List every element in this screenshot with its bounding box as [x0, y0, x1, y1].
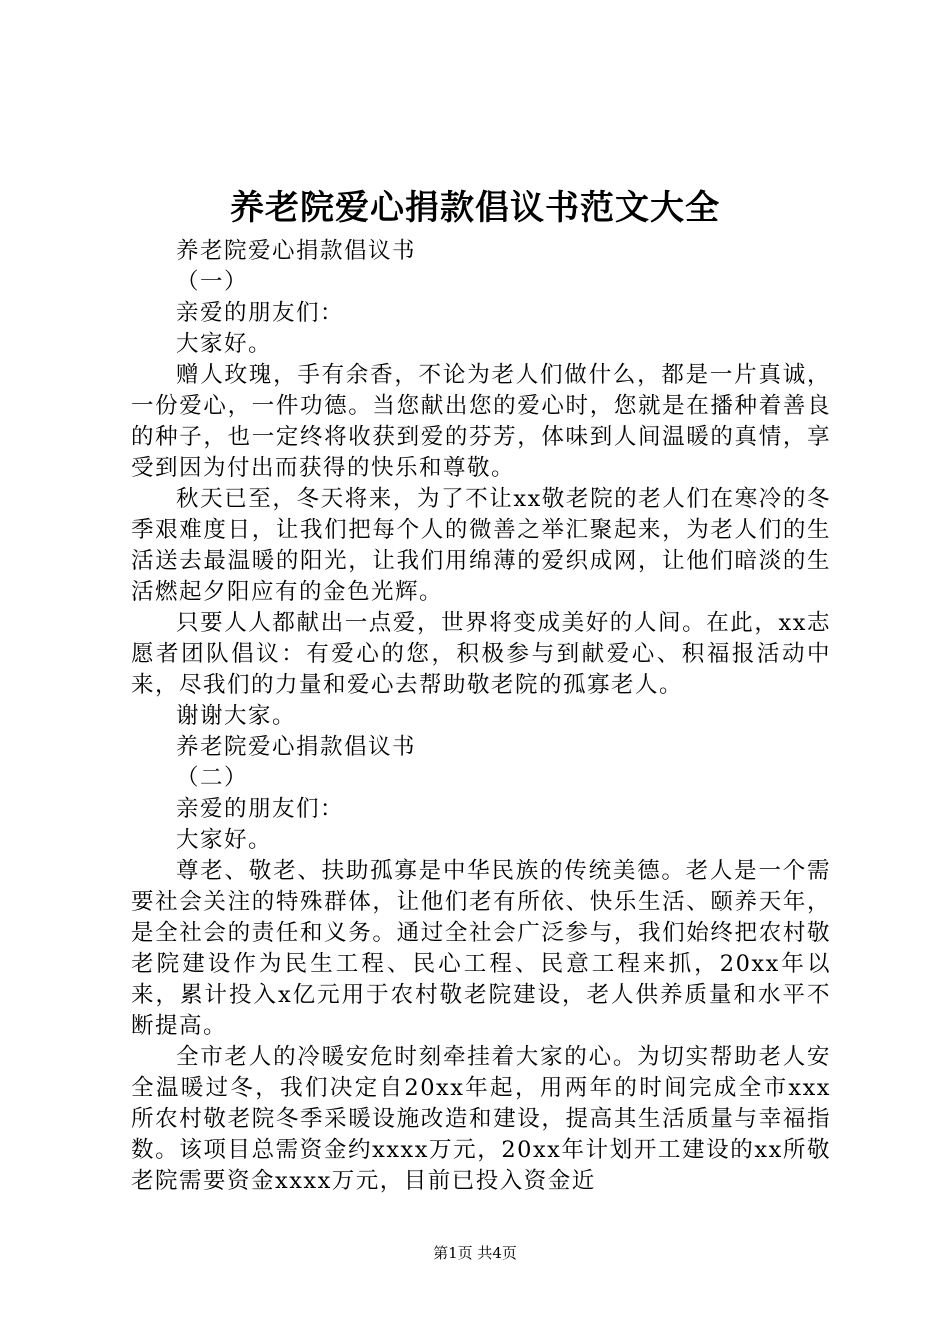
paragraph: 养老院爱心捐款倡议书 [176, 238, 417, 264]
paragraph: 赠人玫瑰，手有余香，不论为老人们做什么，都是一片真诚，一份爱心，一件功德。当您献出您的爱心时，您就是在播种着善良的种子，也一定终将收获到爱的芬芳，体味到人间温暖的真情，享受到因为付出而获得的快乐和尊敬。 [131, 362, 831, 481]
paragraph: 尊老、敬老、扶助孤寡是中华民族的传统美德。老人是一个需要社会关注的特殊群体，让他们老有所依、快乐生活、颐养天年，是全社会的责任和义务。通过全社会广泛参与，我们始终把农村敬老院建设作为民生工程、民心工程、民意工程来抓，20xx年以来，累计投入x亿元用于农村敬老院建设，老人供养质量和水平不断提高。 [131, 858, 831, 1039]
paragraph: 秋天已至，冬天将来，为了不让xx敬老院的老人们在寒冷的冬季艰难度日，让我们把每个人的微善之举汇聚起来，为老人们的生活送去最温暖的阳光，让我们用绵薄的爱织成网，让他们暗淡的生活燃起夕阳应有的金色光辉。 [131, 486, 831, 605]
paragraph: 大家好。 [176, 331, 273, 357]
page-number-footer: 第1页 共4页 [433, 1244, 517, 1262]
paragraph: 亲爱的朋友们： [176, 300, 345, 326]
document-title: 养老院爱心捐款倡议书范文大全 [230, 188, 720, 228]
document-body [131, 236, 831, 1197]
paragraph: （一） [176, 269, 249, 295]
paragraph: 大家好。 [176, 827, 273, 853]
paragraph: 亲爱的朋友们： [176, 796, 345, 822]
paragraph: 只要人人都献出一点爱，世界将变成美好的人间。在此，xx志愿者团队倡议：有爱心的您，积极参与到献爱心、积福报活动中来，尽我们的力量和爱心去帮助敬老院的孤寡老人。 [131, 610, 831, 698]
paragraph: 全市老人的冷暖安危时刻牵挂着大家的心。为切实帮助老人安全温暖过冬，我们决定自20xx年起，用两年的时间完成全市xxx所农村敬老院冬季采暖设施改造和建设，提高其生活质量与幸福指数。该项目总需资金约xxxx万元，20xx年计划开工建设的xx所敬老院需要资金xxxx万元，目前已投入资金近 [131, 1044, 831, 1194]
paragraph: 养老院爱心捐款倡议书 [176, 734, 417, 760]
paragraph: 谢谢大家。 [176, 703, 297, 729]
paragraph: （二） [176, 765, 249, 791]
